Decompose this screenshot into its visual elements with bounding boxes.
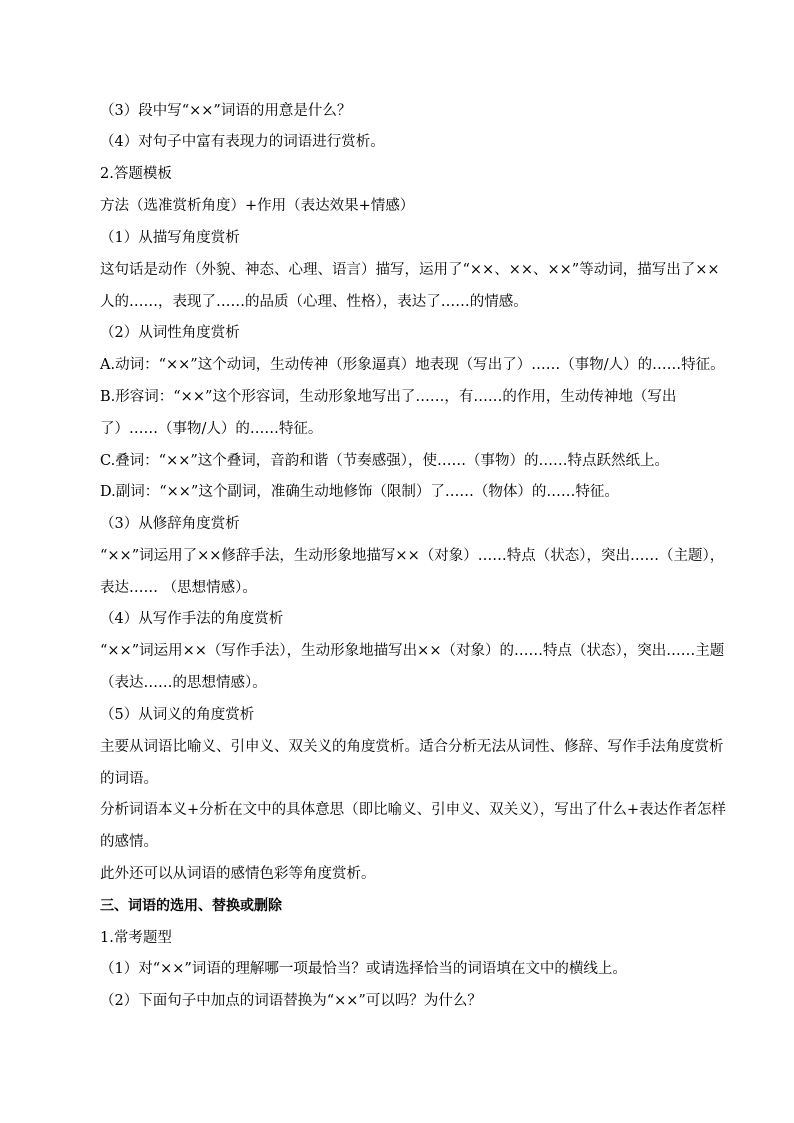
method-line: 方法（选准赏析角度）+作用（表达效果+情感） <box>100 198 415 214</box>
angle-1-body: 这句话是动作（外貌、神态、心理、语言）描写，运用了“××、××、××”等动词，描写出了××人的……，表现了……的品质（心理、性格），表达了……的情感。 <box>100 262 720 310</box>
angle-4-heading: （4）从写作手法的角度赏析 <box>100 611 284 627</box>
angle-5-body-1: 主要从词语比喻义、引申义、双关义的角度赏析。适合分析无法从词性、修辞、写作手法角度赏析的词语。 <box>100 739 724 787</box>
angle-1-heading: （1）从描写角度赏析 <box>100 230 240 246</box>
section-3-question-2: （2）下面句子中加点的词语替换为“××”可以吗？为什么？ <box>100 993 482 1009</box>
section-3-title: 三、词语的选用、替换或删除 <box>100 898 282 914</box>
angle-3-heading: （3）从修辞角度赏析 <box>100 516 240 532</box>
angle-2-reduplicated: C.叠词：“××”这个叠词，音韵和谐（节奏感强），使……（事物）的……特点跃然纸上。 <box>100 453 670 469</box>
angle-5-body-2: 分析词语本义+分析在文中的具体意思（即比喻义、引申义、双关义），写出了什么+表达作者怎样的感情。 <box>100 802 727 850</box>
question-4: （4）对句子中富有表现力的词语进行赏析。 <box>100 134 385 150</box>
extra-note: 此外还可以从词语的感情色彩等角度赏析。 <box>100 866 376 882</box>
angle-4-body: “××”词运用××（写作手法），生动形象地描写出××（对象）的……特点（状态），突出……主题（表达……的思想情感）。 <box>100 643 725 691</box>
angle-2-adverb: D.副词：“××”这个副词，准确生动地修饰（限制）了……（物体）的……特征。 <box>100 484 619 500</box>
section-3-question-1: （1）对“××”词语的理解哪一项最恰当？或请选择恰当的词语填在文中的横线上。 <box>100 961 627 977</box>
angle-3-body: “××”词运用了××修辞手法，生动形象地描写××（对象）……特点（状态），突出……（主题），表达…… （思想情感）。 <box>100 548 725 596</box>
angle-2-verb: A.动词：“××”这个动词，生动传神（形象逼真）地表现（写出了）……（事物/人）的……特征。 <box>100 357 725 373</box>
section-3-subheading: 1.常考题型 <box>100 930 172 946</box>
heading-answer-template: 2.答题模板 <box>100 166 172 182</box>
angle-5-heading: （5）从词义的角度赏析 <box>100 707 255 723</box>
angle-2-heading: （2）从词性角度赏析 <box>100 325 240 341</box>
angle-2-adjective: B.形容词：“××”这个形容词，生动形象地写出了……，有……的作用，生动传神地（写出了）……（事物/人）的……特征。 <box>100 389 677 437</box>
question-3: （3）段中写“××”词语的用意是什么？ <box>100 103 352 119</box>
